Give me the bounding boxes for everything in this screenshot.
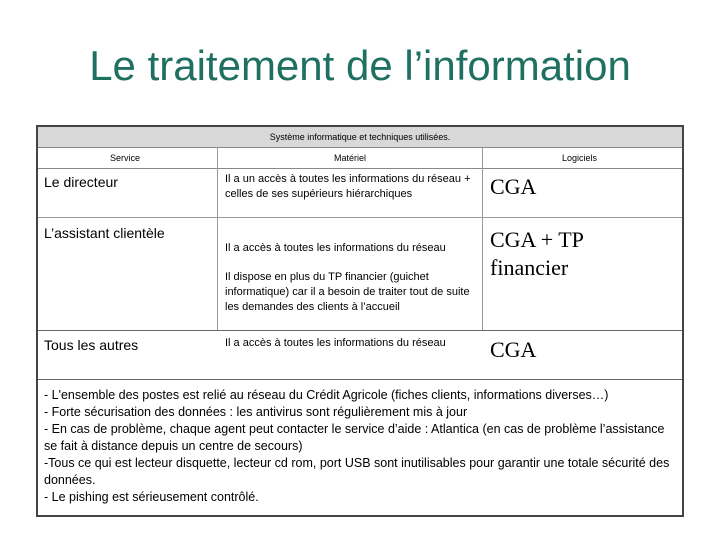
note-line: - Le pishing est sérieusement contrôlé. bbox=[44, 490, 259, 504]
row-materiel-assistant-2: Il dispose en plus du TP financier (guichet informatique) car il a besoin de traiter tout de suite les demandes des clients à l’accueil bbox=[225, 271, 470, 313]
note-line: - L'ensemble des postes est relié au réseau du Crédit Agricole (fiches clients, informations diverses…) bbox=[44, 388, 609, 402]
table-header-row bbox=[38, 147, 682, 169]
table-caption: Système informatique et techniques utilisées. bbox=[38, 127, 682, 148]
row-divider bbox=[38, 379, 682, 380]
row-logiciels-autres: CGA bbox=[490, 337, 537, 362]
note-line: - Forte sécurisation des données : les antivirus sont régulièrement mis à jour bbox=[44, 405, 468, 419]
row-service-assistant: L’assistant clientèle bbox=[44, 225, 165, 241]
row-logiciels-directeur: CGA bbox=[490, 174, 537, 199]
header-logiciels: Logiciels bbox=[562, 153, 598, 163]
row-logiciels-assistant: CGA + TP financier bbox=[490, 227, 584, 280]
row-materiel-assistant-1: Il a accès à toutes les informations du réseau bbox=[225, 242, 446, 254]
column-divider bbox=[482, 147, 483, 330]
note-line: - En cas de problème, chaque agent peut contacter le service d’aide : Atlantica (en cas de problème l’assistance se fait à distance depuis un centre de secours) bbox=[44, 422, 665, 453]
row-divider bbox=[38, 330, 682, 331]
column-divider bbox=[217, 147, 218, 330]
row-materiel-directeur: Il a un accès à toutes les informations du réseau + celles de ses supérieurs hiérarchiques bbox=[225, 173, 471, 200]
notes-block bbox=[44, 387, 678, 506]
header-service: Service bbox=[110, 153, 141, 163]
row-divider bbox=[38, 217, 682, 218]
row-materiel-autres: Il a accès à toutes les informations du réseau bbox=[225, 337, 446, 349]
row-service-autres: Tous les autres bbox=[44, 337, 139, 353]
note-line: -Tous ce qui est lecteur disquette, lecteur cd rom, port USB sont inutilisables pour garantir une totale sécurité des données. bbox=[44, 456, 670, 487]
row-service-directeur: Le directeur bbox=[44, 174, 118, 190]
slide-title: Le traitement de l’information bbox=[89, 42, 631, 89]
header-materiel: Matériel bbox=[334, 153, 367, 163]
info-table bbox=[36, 125, 684, 517]
